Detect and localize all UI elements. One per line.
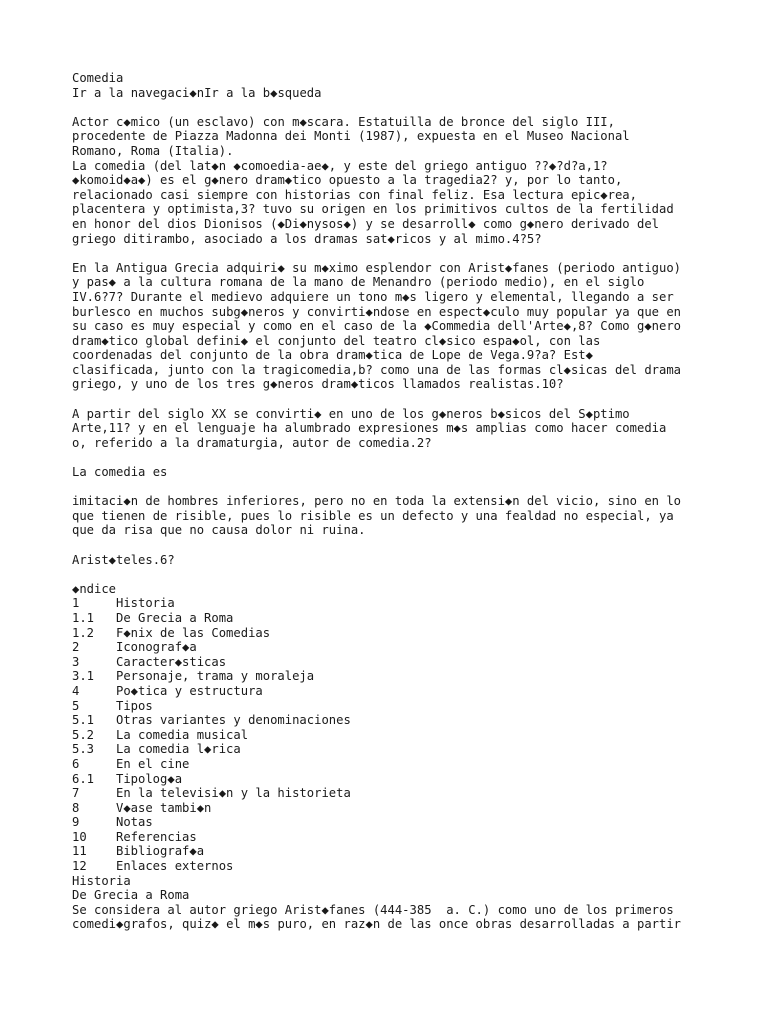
toc-number: 3	[72, 654, 80, 669]
toc-number: 7	[72, 786, 80, 801]
toc-number: 5.3	[72, 742, 95, 757]
toc-label: Caracter◆sticas	[116, 654, 227, 669]
toc-item[interactable]	[72, 815, 712, 830]
quote-author: Arist◆teles.6?	[72, 552, 175, 567]
spacer	[72, 100, 712, 115]
toc-item[interactable]	[72, 728, 712, 743]
text-line: IV.6?7? Durante el medievo adquiere un tono m◆s ligero y elemental, llegando a ser	[72, 289, 674, 304]
toc-label: En la televisi◆n y la historieta	[116, 786, 351, 801]
grecia-paragraph	[72, 261, 712, 392]
text-line: comedi◆grafos, quiz◆ el m◆s puro, en raz◆n de las once obras desarrolladas a partir	[72, 917, 682, 932]
toc-item[interactable]	[72, 801, 712, 816]
toc-label: Notas	[116, 815, 153, 830]
text-line: su caso es muy especial y como en el caso de la ◆Commedia dell'Arte◆,8? Como g◆nero	[72, 319, 682, 334]
text-line: Se considera al autor griego Arist◆fanes (444-385 a. C.) como uno de los primeros	[72, 902, 674, 917]
document-page	[72, 71, 712, 932]
text-line: que tienen de risible, pues lo risible es un defecto y una fealdad no especial, ya	[72, 508, 674, 523]
toc-number: 2	[72, 640, 80, 655]
toc-number: 6.1	[72, 771, 95, 786]
toc-label: La comedia musical	[116, 727, 249, 742]
toc-item[interactable]	[72, 713, 712, 728]
page-title: Comedia	[72, 71, 124, 85]
toc-label: Bibliograf◆a	[116, 844, 205, 859]
toc-item[interactable]	[72, 699, 712, 714]
toc-number: 6	[72, 756, 80, 771]
text-line: o, referido a la dramaturgia, autor de comedia.2?	[72, 435, 432, 450]
toc-item[interactable]	[72, 655, 712, 670]
toc-label: Historia	[116, 596, 175, 611]
text-line: en honor del dios Dionisos (◆Di◆nysos◆) y se desarroll◆ como g◆nero derivado del	[72, 216, 659, 231]
toc-number: 12	[72, 859, 87, 874]
toc-item[interactable]	[72, 772, 712, 787]
toc-number: 8	[72, 800, 80, 815]
text-line: placentera y optimista,3? tuvo su origen en los primitivos cultos de la fertilidad	[72, 202, 674, 217]
toc-label: De Grecia a Roma	[116, 610, 234, 625]
toc-label: Iconograf◆a	[116, 640, 197, 655]
toc-label: Otras variantes y denominaciones	[116, 713, 351, 728]
text-line: que da risa que no causa dolor ni ruina.	[72, 523, 366, 538]
toc-label: F◆nix de las Comedias	[116, 625, 271, 640]
intro-paragraph	[72, 159, 712, 247]
subsection-heading: De Grecia a Roma	[72, 888, 190, 903]
toc-number: 5.1	[72, 713, 95, 728]
table-of-contents	[72, 582, 712, 874]
toc-label: Referencias	[116, 829, 197, 844]
quote-intro: La comedia es	[72, 465, 168, 480]
text-line: Actor c◆mico (un esclavo) con m◆scara. Estatuilla de bronce del siglo III,	[72, 114, 615, 129]
historia-section	[72, 874, 712, 932]
toc-item[interactable]	[72, 640, 712, 655]
text-line: griego ditirambo, asociado a los dramas sat◆ricos y al mimo.4?5?	[72, 231, 542, 246]
text-line: La comedia (del lat◆n ◆comoedia-ae◆, y este del griego antiguo ??◆?d?a,1?	[72, 158, 608, 173]
toc-item[interactable]	[72, 859, 712, 874]
toc-label: V◆ase tambi◆n	[116, 800, 212, 815]
toc-number: 10	[72, 829, 87, 844]
toc-item[interactable]	[72, 684, 712, 699]
toc-item[interactable]	[72, 669, 712, 684]
navigation-links[interactable]: Ir a la navegaci◆nIr a la b◆squeda	[72, 85, 322, 100]
text-line: relacionado casi siempre con historias con final feliz. Esa lectura epic◆rea,	[72, 187, 637, 202]
spacer	[72, 538, 712, 553]
toc-label: Enlaces externos	[116, 859, 234, 874]
siglo-paragraph	[72, 407, 712, 451]
text-line: y pas◆ a la cultura romana de la mano de Menandro (periodo medio), en el siglo	[72, 275, 645, 290]
text-line: imitaci◆n de hombres inferiores, pero no en toda la extensi◆n del vicio, sino en lo	[72, 494, 682, 509]
toc-label: En el cine	[116, 756, 190, 771]
text-line: dram◆tico global defini◆ el conjunto del teatro cl◆sico espa◆ol, con las	[72, 333, 601, 348]
text-line: Romano, Roma (Italia).	[72, 143, 234, 158]
section-heading: Historia	[72, 873, 131, 888]
toc-label: La comedia l◆rica	[116, 742, 241, 757]
toc-label: Tipolog◆a	[116, 771, 183, 786]
toc-number: 5.2	[72, 727, 95, 742]
toc-item[interactable]	[72, 611, 712, 626]
spacer	[72, 246, 712, 261]
text-line: ◆komoid◆a◆) es el g◆nero dram◆tico opuesto a la tragedia2? y, por lo tanto,	[72, 173, 623, 188]
spacer	[72, 480, 712, 495]
toc-number: 1.2	[72, 625, 95, 640]
toc-number: 5	[72, 698, 80, 713]
toc-heading: ◆ndice	[72, 581, 117, 596]
toc-number: 1.1	[72, 610, 95, 625]
toc-item[interactable]	[72, 742, 712, 757]
spacer	[72, 392, 712, 407]
text-line: burlesco en muchos subg◆neros y convirti◆ndose en espect◆culo muy popular ya que en	[72, 304, 682, 319]
toc-item[interactable]	[72, 596, 712, 611]
quote-block	[72, 494, 712, 538]
toc-number: 9	[72, 815, 80, 830]
toc-number: 1	[72, 596, 80, 611]
toc-item[interactable]	[72, 757, 712, 772]
image-caption	[72, 115, 712, 159]
text-line: En la Antigua Grecia adquiri◆ su m◆ximo esplendor con Arist◆fanes (periodo antiguo)	[72, 260, 682, 275]
toc-item[interactable]	[72, 786, 712, 801]
toc-number: 4	[72, 683, 80, 698]
toc-label: Po◆tica y estructura	[116, 683, 263, 698]
toc-number: 11	[72, 844, 87, 859]
toc-label: Personaje, trama y moraleja	[116, 669, 315, 684]
text-line: Arte,11? y en el lenguaje ha alumbrado expresiones m◆s amplias como hacer comedia	[72, 421, 667, 436]
toc-number: 3.1	[72, 669, 95, 684]
text-line: griego, y uno de los tres g◆neros dram◆ticos llamados realistas.10?	[72, 377, 564, 392]
spacer	[72, 567, 712, 582]
toc-item[interactable]	[72, 626, 712, 641]
text-line: coordenadas del conjunto de la obra dram◆tica de Lope de Vega.9?a? Est◆	[72, 348, 593, 363]
text-line: A partir del siglo XX se convirti◆ en uno de los g◆neros b◆sicos del S◆ptimo	[72, 406, 630, 421]
text-line: procedente de Piazza Madonna dei Monti (1987), expuesta en el Museo Nacional	[72, 129, 630, 144]
spacer	[72, 450, 712, 465]
toc-item[interactable]	[72, 844, 712, 859]
toc-item[interactable]	[72, 830, 712, 845]
toc-label: Tipos	[116, 698, 153, 713]
text-line: clasificada, junto con la tragicomedia,b? como una de las formas cl◆sicas del drama	[72, 362, 682, 377]
